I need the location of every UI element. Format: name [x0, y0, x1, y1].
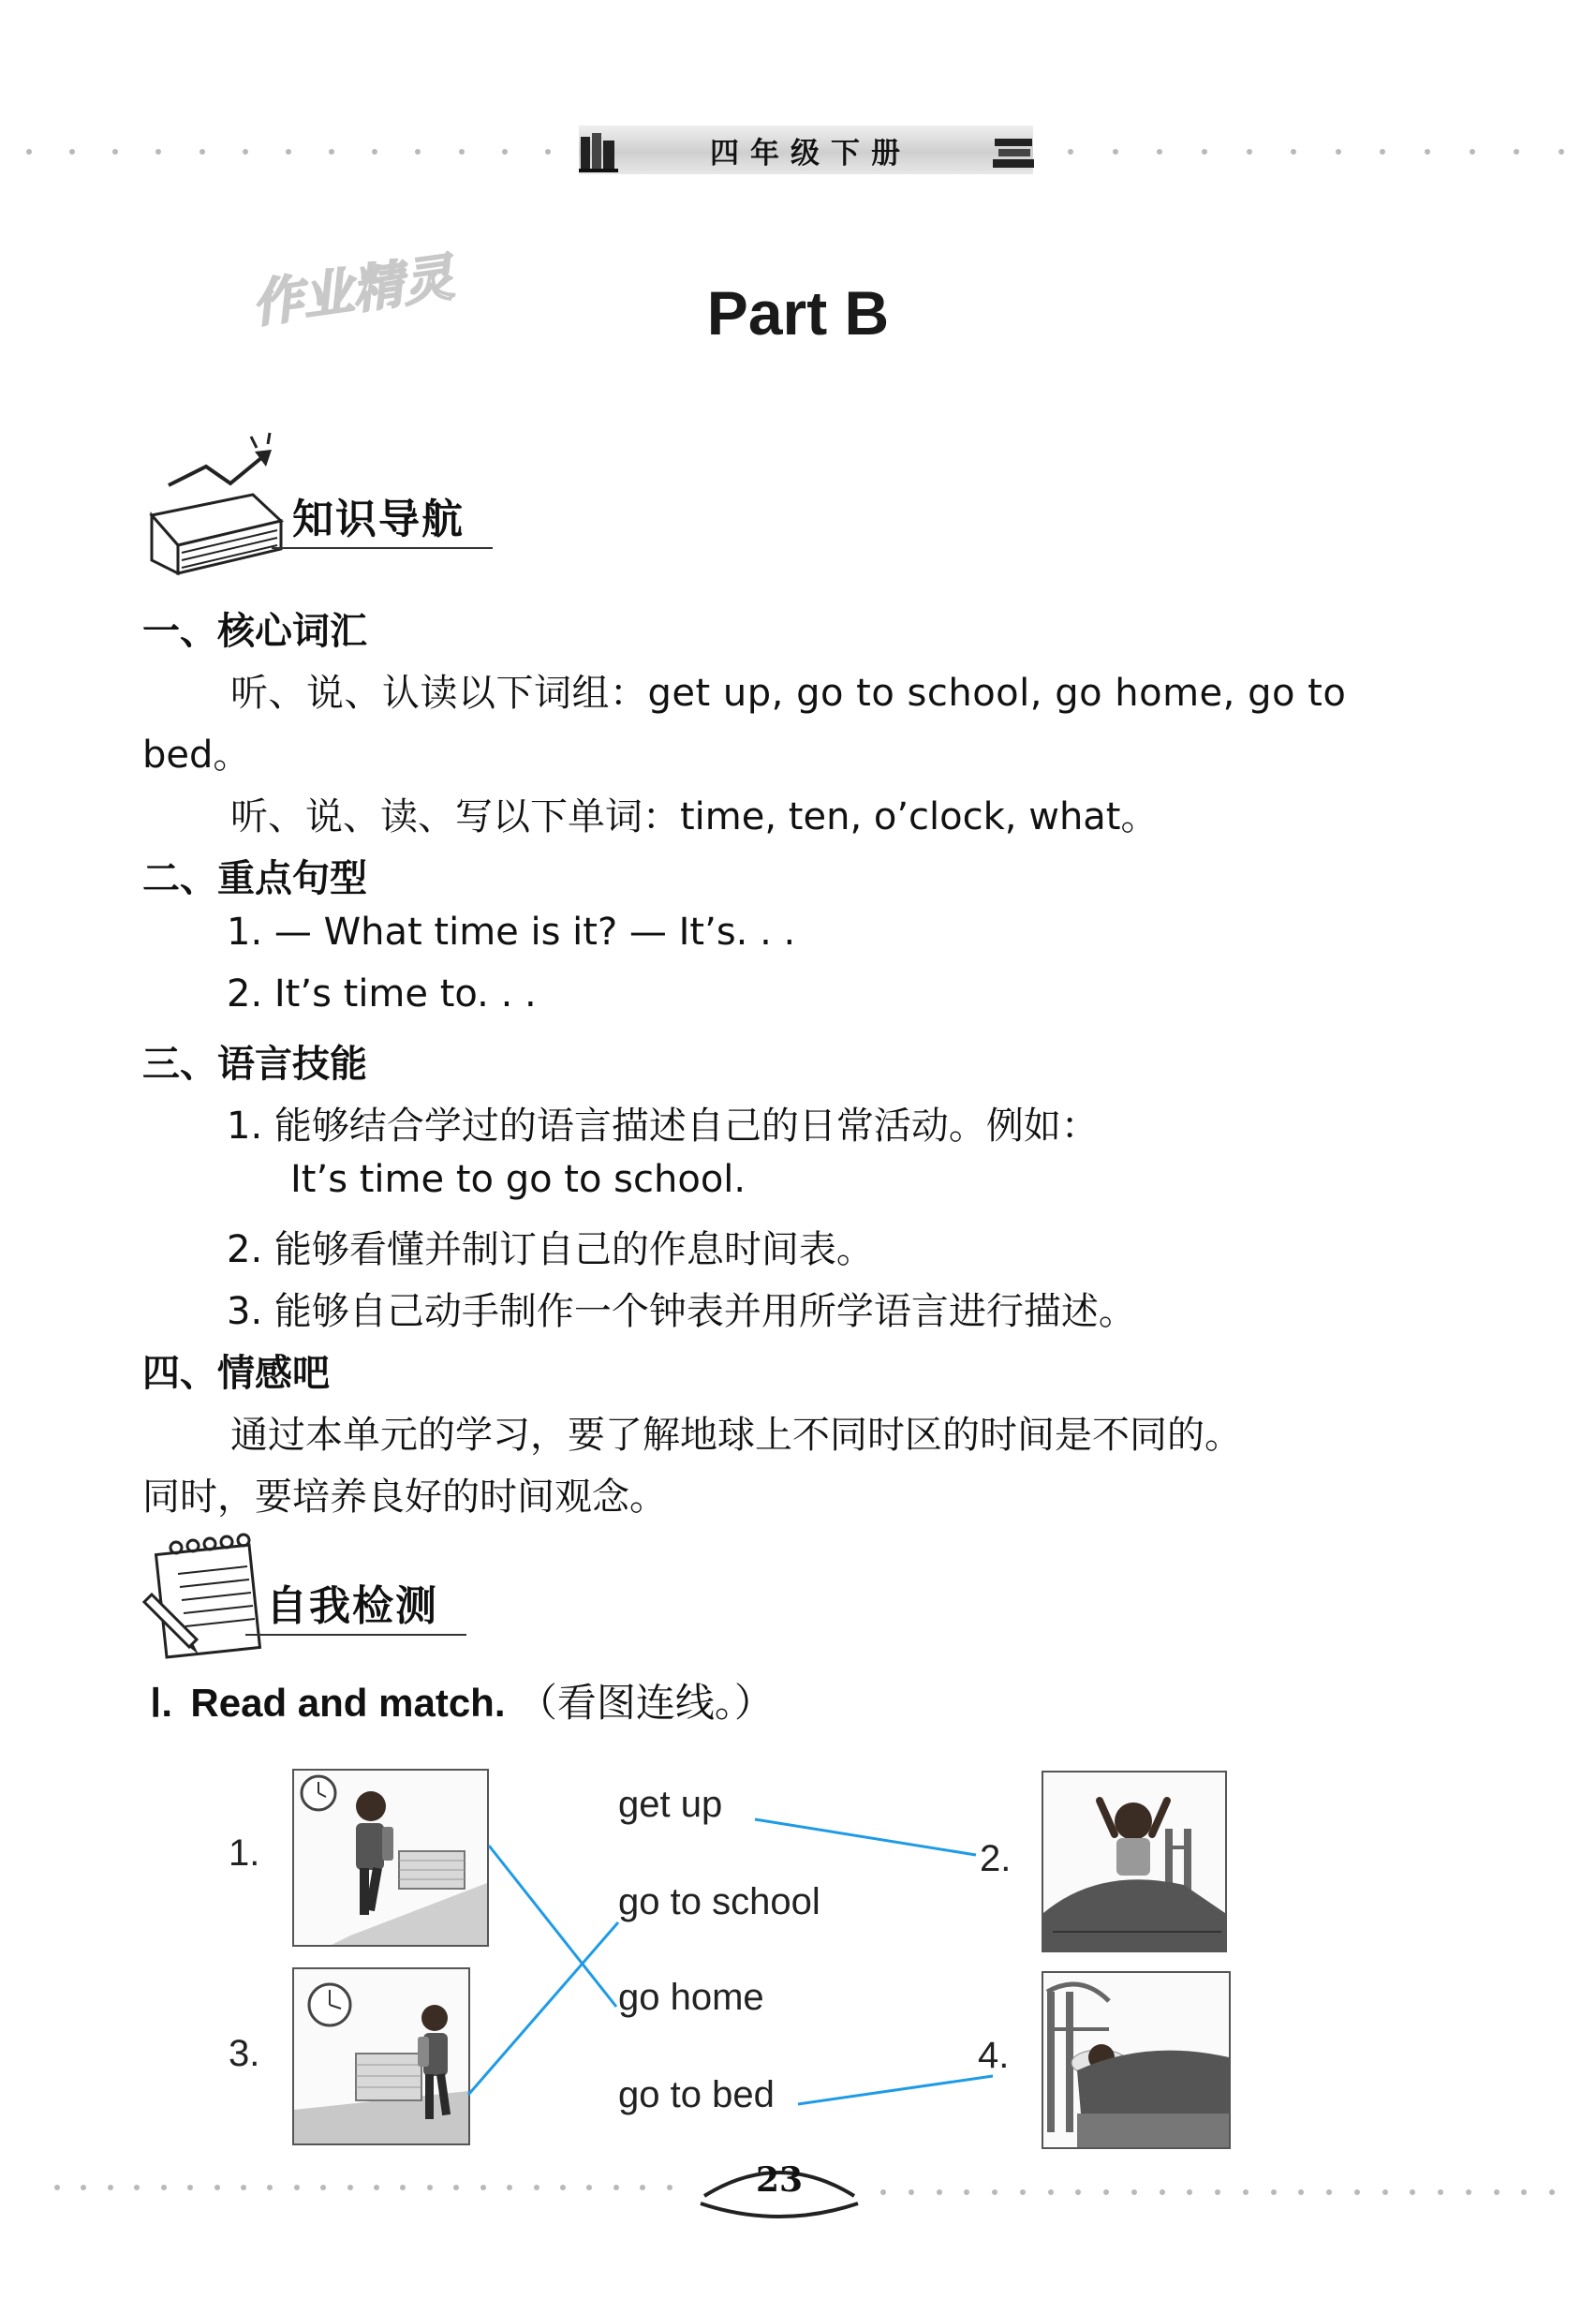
header-title: 四年级下册 — [710, 136, 911, 171]
match-line-go-to-bed-to-4[interactable] — [798, 2076, 993, 2104]
match-line-3-to-go-to-school[interactable] — [468, 1922, 618, 2095]
heading-core-vocab: 一、核心词汇 — [142, 610, 367, 653]
item-number-4: 4. — [978, 2035, 1010, 2076]
page-title: Part B — [706, 278, 890, 348]
phrase-go-to-bed: go to bed — [618, 2074, 775, 2115]
heading-language-skills: 三、语言技能 — [142, 1043, 367, 1086]
phrase-get-up: get up — [618, 1784, 723, 1825]
section-title-self-check: 自我检测 — [266, 1582, 438, 1630]
footer-dots-left — [54, 2184, 672, 2191]
heading-key-sentences: 二、重点句型 — [142, 857, 367, 900]
heading-emotion: 四、情感吧 — [142, 1352, 330, 1395]
vocab-line-2: 听、说、读、写以下单词：time, ten, o’clock, what。 — [230, 795, 1159, 838]
skill-item-1-example: It’s time to go to school. — [290, 1158, 746, 1201]
item-number-2: 2. — [980, 1838, 1012, 1879]
match-line-get-up-to-2[interactable] — [755, 1819, 976, 1855]
skill-item-2: 2. 能够看懂并制订自己的作息时间表。 — [227, 1228, 874, 1271]
match-line-1-to-go-home[interactable] — [489, 1846, 616, 2007]
sentence-item-1: 1. — What time is it? — It’s. . . — [227, 911, 796, 954]
footer-dots-right — [880, 2188, 1555, 2196]
exercise-instruction: Read and match. — [190, 1681, 506, 1725]
skill-item-1: 1. 能够结合学过的语言描述自己的日常活动。例如： — [227, 1105, 1099, 1148]
phrase-go-home: go home — [618, 1977, 764, 2018]
vocab-line-1: 听、说、认读以下词组：get up, go to school, go home, go to — [230, 672, 1347, 715]
phrase-go-to-school: go to school — [618, 1881, 820, 1922]
section-title-knowledge-nav: 知识导航 — [292, 496, 465, 543]
page-number-badge — [695, 2155, 864, 2220]
item-number-1: 1. — [229, 1832, 260, 1874]
exercise-roman-numeral: Ⅰ. — [150, 1681, 173, 1725]
skill-item-3: 3. 能够自己动手制作一个钟表并用所学语言进行描述。 — [227, 1290, 1136, 1333]
item-number-3: 3. — [229, 2033, 260, 2074]
emotion-line-2: 同时，要培养良好的时间观念。 — [142, 1476, 667, 1519]
page-number: 23 — [755, 2160, 804, 2200]
sentence-item-2: 2. It’s time to. . . — [227, 972, 537, 1016]
exercise-hint: （看图连线。） — [517, 1680, 774, 1726]
vocab-line-1-cont: bed。 — [142, 734, 251, 777]
watermark: 作业精灵 — [248, 247, 457, 334]
emotion-line-1: 通过本单元的学习，要了解地球上不同时区的时间是不同的。 — [230, 1414, 1242, 1457]
